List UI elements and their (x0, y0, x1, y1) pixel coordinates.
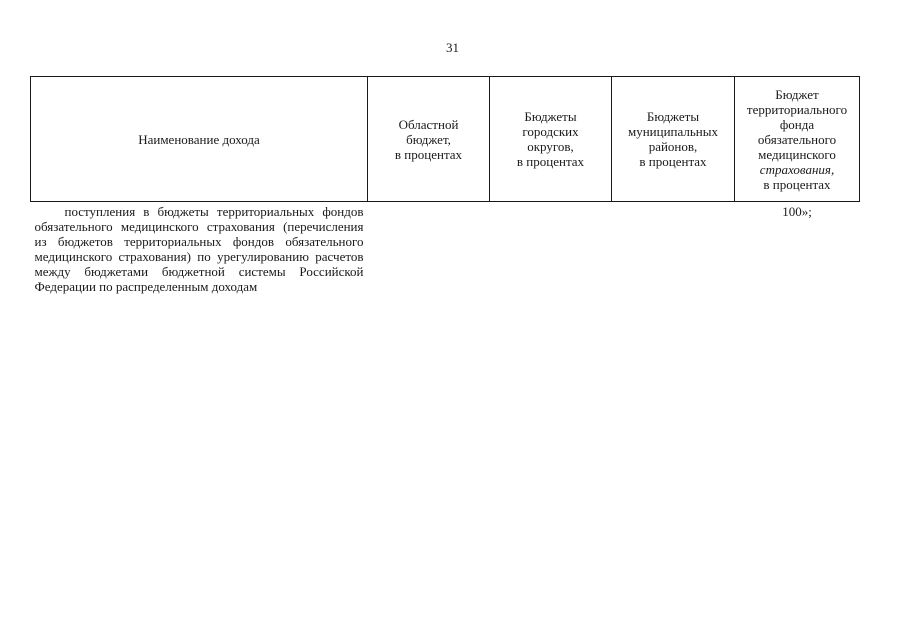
table-header-row (31, 77, 860, 202)
header-line: в процентах (516, 154, 585, 169)
header-line: Бюджет (775, 86, 819, 102)
header-line: в процентах (763, 176, 831, 192)
header-income-name: Наименование дохода (31, 77, 368, 202)
header-municipal-districts (612, 77, 735, 202)
header-line: муниципальных (627, 124, 718, 139)
territorial-fund-cell: 100»; (782, 204, 812, 219)
header-territorial-fund (735, 77, 860, 202)
header-line: бюджет, (406, 131, 451, 147)
header-line: обязательного (757, 131, 837, 147)
income-distribution-table (30, 76, 860, 294)
header-line: городских (522, 124, 579, 139)
city-districts-cell (490, 202, 612, 295)
header-regional-budget (368, 77, 490, 202)
header-line: фонда (779, 116, 815, 132)
header-line: Областной (398, 116, 459, 132)
header-line: Бюджеты (646, 109, 700, 124)
table-row (31, 202, 860, 295)
regional-budget-cell (368, 202, 490, 295)
header-line: Бюджеты (524, 109, 577, 124)
municipal-districts-cell (612, 202, 735, 295)
header-city-districts (490, 77, 612, 202)
header-line: территориального (746, 101, 848, 117)
income-name-cell: поступления в бюджеты территориальных фондов обязательного медицинского страхования (перечисления из бюджетов территориальных фондов обязательного медицинского страхования) по урегулированию расчетов между бюджетами бюджетной системы Российской Федерации по распределенным доходам (34, 204, 364, 294)
header-line: округов, (527, 139, 574, 154)
header-line: в процентах (394, 146, 463, 162)
header-line: медицинского (758, 146, 836, 162)
header-line: в процентах (639, 154, 707, 169)
page-number: 31 (446, 40, 459, 55)
header-line: страхования, (759, 161, 835, 177)
header-line: районов, (648, 139, 698, 154)
